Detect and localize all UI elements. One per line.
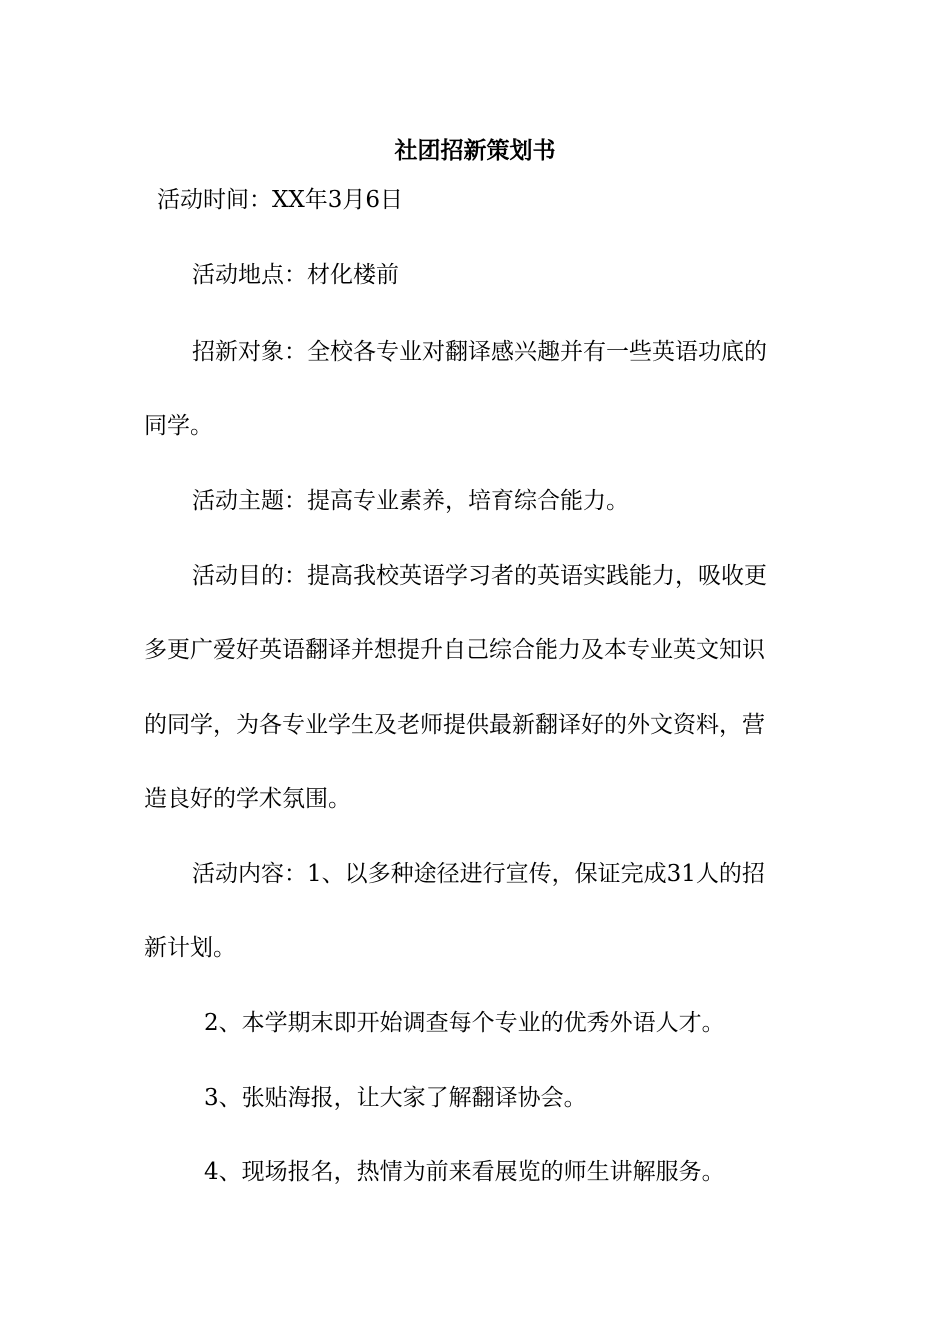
activity-purpose-line-4: 造良好的学术氛围。 [144, 786, 351, 812]
content-item-4: 4、现场报名，热情为前来看展览的师生讲解服务。 [204, 1159, 725, 1185]
activity-content-line-cont: 新计划。 [144, 935, 236, 961]
content-item-2: 2、本学期末即开始调查每个专业的优秀外语人才。 [204, 1010, 725, 1036]
activity-location-line: 活动地点：材化楼前 [192, 262, 399, 288]
activity-content-line: 活动内容：1、以多种途径进行宣传，保证完成31人的招 [192, 861, 765, 887]
activity-time-line: 活动时间：XX年3月6日 [157, 187, 404, 213]
activity-theme-line: 活动主题：提高专业素养，培育综合能力。 [192, 488, 629, 514]
recruit-target-line: 招新对象：全校各专业对翻译感兴趣并有一些英语功底的 [192, 339, 767, 365]
document-title: 社团招新策划书 [394, 137, 556, 164]
activity-purpose-line-2: 多更广爱好英语翻译并想提升自己综合能力及本专业英文知识 [144, 637, 765, 663]
content-item-3: 3、张贴海报，让大家了解翻译协会。 [204, 1085, 587, 1111]
activity-purpose-line: 活动目的：提高我校英语学习者的英语实践能力，吸收更 [192, 563, 767, 589]
recruit-target-line-cont: 同学。 [144, 413, 213, 439]
activity-purpose-line-3: 的同学，为各专业学生及老师提供最新翻译好的外文资料，营 [144, 712, 765, 738]
